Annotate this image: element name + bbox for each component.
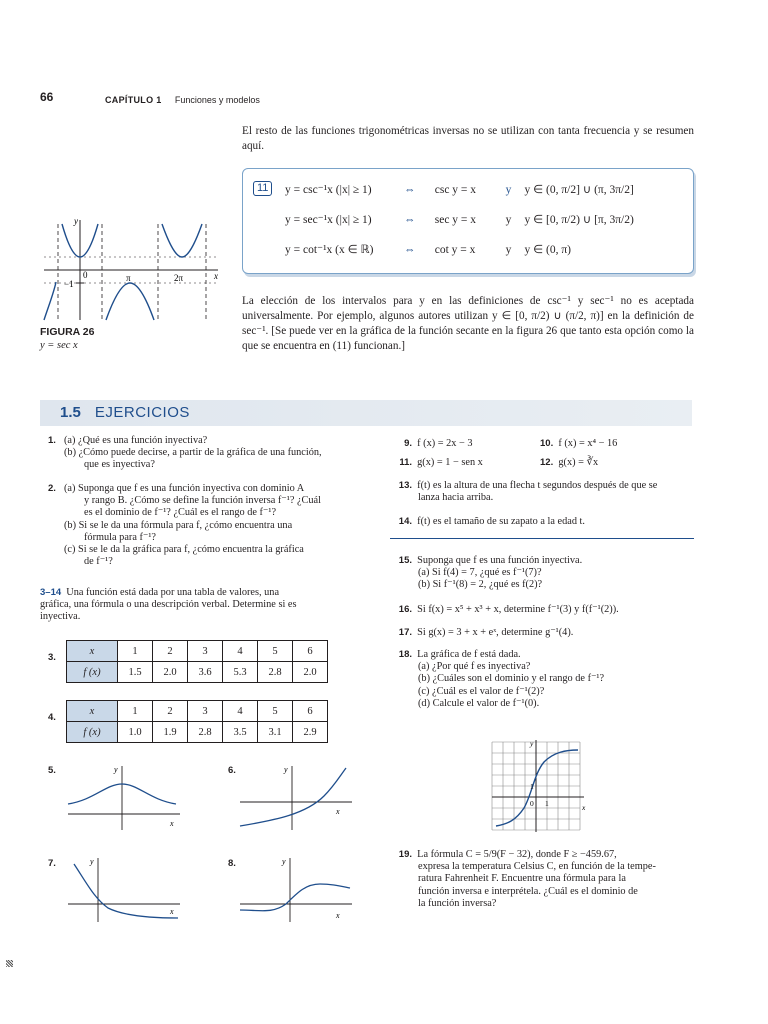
table-exercise-4	[66, 700, 328, 743]
exercise-15a: (a) Si f(4) = 7, ¿qué es f⁻¹(7)?	[418, 567, 542, 579]
cot-inverse-def: y = cot⁻¹x (x ∈ ℝ)	[285, 244, 374, 256]
table-header-fx: f (x)	[67, 722, 118, 743]
exercise-2a-cont: y rango B. ¿Cómo se define la función inversa f⁻¹? ¿Cuál	[84, 495, 321, 507]
exercise-number: 8.	[228, 858, 236, 869]
section-title: EJERCICIOS	[94, 404, 190, 421]
exercise-number: 11.	[399, 457, 412, 468]
and-word: y	[505, 214, 512, 226]
axis-x-label: x	[336, 807, 340, 816]
range-instructions-cont2: inyectiva.	[40, 611, 81, 623]
exercise-11	[390, 457, 483, 469]
table-cell: 2.8	[258, 662, 293, 683]
exercise-19-cont3: función inversa e interprétela. ¿Cuál es el dominio de	[418, 885, 638, 897]
curve-7	[74, 864, 178, 918]
axis-x-label: x	[170, 907, 174, 916]
exercise-2	[40, 483, 370, 568]
exercise-13	[390, 480, 690, 504]
exercise-number: 19.	[398, 849, 412, 860]
sec-relation: sec y = x	[434, 214, 477, 226]
exercise-1b: (b) ¿Cómo puede decirse, a partir de la gráfica de una función,	[64, 447, 322, 459]
exercise-9	[390, 438, 473, 450]
range-instructions: Una función está dada por una tabla de valores, una	[66, 587, 280, 598]
table-exercise-3	[66, 640, 328, 683]
exercise-number: 15.	[398, 555, 412, 566]
table-cell: 6	[293, 701, 328, 722]
exercise-14	[390, 516, 585, 528]
origin-label: 0	[530, 799, 534, 808]
figure-caption: y = sec x	[40, 340, 78, 351]
exercise-18c: (c) ¿Cuál es el valor de f⁻¹(2)?	[418, 685, 545, 697]
sec-range: y ∈ [0, π/2) ∪ [π, 3π/2)	[524, 214, 634, 226]
axis-y-label: y	[530, 739, 534, 748]
axis-x-label: x	[582, 803, 586, 812]
figure-26-graph	[40, 212, 230, 324]
intro-paragraph: El resto de las funciones trigonométricas inversas no se utilizan con tanta frecuencia y se resumen aquí.	[242, 125, 694, 152]
exercise-13-cont: lanza hacia arriba.	[418, 492, 494, 504]
exercise-19	[390, 849, 694, 910]
exercise-9-text: f (x) = 2x − 3	[417, 438, 473, 449]
exercise-19-cont4: la función inversa?	[418, 897, 497, 909]
csc-range: y ∈ (0, π/2] ∪ (π, 3π/2]	[524, 184, 634, 196]
cot-relation: cot y = x	[434, 244, 476, 256]
exercise-number: 16.	[398, 604, 412, 615]
table-cell: 1.5	[118, 662, 153, 683]
exercise-12	[540, 457, 598, 469]
table-cell: 5	[258, 701, 293, 722]
exercise-number: 18.	[398, 649, 412, 660]
exercise-2c: (c) Si se le da la gráfica para f, ¿cómo encuentra la gráfica	[64, 544, 304, 556]
exercise-number: 4.	[48, 712, 56, 723]
exercise-19-cont: expresa la temperatura Celsius C, en función de la tempe-	[418, 861, 656, 873]
table-cell: 1.9	[153, 722, 188, 743]
def-row-sec	[285, 212, 634, 226]
exercise-18d: (d) Calcule el valor de f⁻¹(0).	[418, 697, 540, 709]
exercise-number: 9.	[404, 438, 412, 449]
exercise-range: 3–14	[40, 587, 62, 598]
section-number: 1.5	[60, 404, 81, 421]
table-row	[67, 701, 328, 722]
table-cell: 3.6	[188, 662, 223, 683]
exercise-number: 6.	[228, 765, 236, 776]
exercise-16	[390, 604, 700, 616]
iff-symbol: ⇔	[403, 244, 416, 256]
graph-exercise-7	[64, 854, 184, 924]
axis-y-label: y	[282, 857, 286, 866]
table-cell: 3	[188, 641, 223, 662]
exercise-13-text: f(t) es la altura de una flecha t segundos después de que se	[417, 480, 658, 491]
sec-branch-2	[106, 283, 154, 320]
curve-18	[496, 750, 578, 826]
running-head	[40, 88, 53, 106]
exercise-number: 13.	[398, 480, 412, 491]
exercise-number: 2.	[48, 483, 56, 494]
axis-y-label: y	[90, 857, 94, 866]
graph-exercise-18	[486, 736, 592, 836]
exercise-12-text: g(x) = ∛x	[558, 457, 599, 468]
table-cell: 2.9	[293, 722, 328, 743]
cot-range: y ∈ (0, π)	[524, 244, 571, 256]
exercise-number: 10.	[540, 438, 554, 449]
sec-branch-0	[44, 282, 56, 320]
table-header-x: x	[67, 701, 118, 722]
exercise-18	[390, 649, 690, 710]
sec-inverse-def: y = sec⁻¹x (|x| ≥ 1)	[285, 214, 372, 226]
definitions-box	[242, 168, 694, 274]
exercise-19-cont2: ratura Fahrenheit F. Encuentre una fórmula para la	[418, 873, 626, 885]
table-cell: 2	[153, 641, 188, 662]
table-cell: 1	[118, 641, 153, 662]
table-cell: 4	[223, 641, 258, 662]
exercise-18-text: La gráfica de f está dada.	[417, 649, 521, 660]
exercise-2a: (a) Suponga que f es una función inyectiva con dominio A	[64, 483, 305, 494]
exercise-number: 12.	[540, 457, 554, 468]
table-cell: 2.8	[188, 722, 223, 743]
table-cell: 3	[188, 701, 223, 722]
table-cell: 2.0	[153, 662, 188, 683]
table-header-fx: f (x)	[67, 662, 118, 683]
chapter-title: Funciones y modelos	[174, 95, 260, 105]
exercise-2c-cont: de f⁻¹?	[84, 556, 113, 568]
section-header	[60, 404, 190, 422]
table-cell: 2	[153, 701, 188, 722]
exercise-range-3-14	[40, 587, 370, 624]
table-cell: 3.5	[223, 722, 258, 743]
fig26-pi-label: π	[126, 273, 131, 283]
exercise-number: 3.	[48, 652, 56, 663]
iff-symbol: ⇔	[403, 214, 416, 226]
def-row-csc	[285, 182, 634, 196]
chapter-number: CAPÍTULO 1	[105, 95, 162, 105]
exercise-10	[540, 438, 617, 450]
exercise-14-text: f(t) es el tamaño de su zapato a la edad t.	[417, 516, 585, 527]
iff-symbol: ⇔	[403, 184, 416, 196]
chapter-heading	[105, 90, 260, 108]
exercise-1b-cont: que es inyectiva?	[84, 459, 155, 471]
exercise-number: 17.	[398, 627, 412, 638]
y-one-label: 1	[530, 782, 534, 791]
exercise-18b: (b) ¿Cuáles son el dominio y el rango de f⁻¹?	[418, 673, 605, 685]
axis-x-label: x	[336, 911, 340, 920]
table-cell: 4	[223, 701, 258, 722]
table-row	[67, 641, 328, 662]
def-row-cot	[285, 242, 571, 256]
and-word: y	[505, 184, 512, 196]
table-cell: 5.3	[223, 662, 258, 683]
table-cell: 3.1	[258, 722, 293, 743]
axis-x-label: x	[170, 819, 174, 828]
page-marker	[6, 960, 13, 967]
curve-8	[240, 884, 350, 911]
exercise-number: 1.	[48, 435, 56, 446]
page-number: 66	[40, 90, 54, 104]
x-one-label: 1	[545, 799, 549, 808]
axis-y-label: y	[114, 765, 118, 774]
sec-branch-3	[162, 224, 202, 257]
table-row	[67, 722, 328, 743]
table-cell: 1.0	[118, 722, 153, 743]
table-cell: 6	[293, 641, 328, 662]
exercise-15	[390, 555, 690, 592]
csc-relation: csc y = x	[434, 184, 477, 196]
fig26-x-label: x	[214, 271, 218, 281]
exercise-number: 5.	[48, 765, 56, 776]
axis-y-label: y	[284, 765, 288, 774]
exercise-number: 7.	[48, 858, 56, 869]
graph-exercise-6	[236, 762, 356, 832]
exercise-2b-cont: fórmula para f⁻¹?	[84, 531, 156, 543]
table-header-x: x	[67, 641, 118, 662]
fig26-two-pi-label: 2π	[174, 273, 184, 283]
csc-inverse-def: y = csc⁻¹x (|x| ≥ 1)	[285, 184, 372, 196]
table-cell: 2.0	[293, 662, 328, 683]
fig26-minus-one-label: −1	[64, 279, 74, 289]
range-instructions-cont: gráfica, una fórmula o una descripción verbal. Determine si es	[40, 599, 297, 611]
graph-exercise-5	[64, 762, 184, 832]
exercise-1	[40, 435, 370, 472]
exercise-10-text: f (x) = x⁴ − 16	[558, 438, 618, 449]
choice-paragraph: La elección de los intervalos para y en las definiciones de csc⁻¹ y sec⁻¹ no es aceptada universalmente. Por ejemplo, algunos autores utilizan y ∈ [0, π/2) ∪ (π/2, π)] en la definición de sec⁻¹. [Se puede ver en la gráfica de la función secante en la figura 26 que tanto esta opción como la que se encuentra en (11) funcionan.]	[242, 295, 694, 352]
and-word: y	[505, 244, 512, 256]
exercise-17-text: Si g(x) = 3 + x + eˣ, determine g⁻¹(4).	[417, 627, 574, 638]
exercise-number: 14.	[398, 516, 412, 527]
box-number: 11	[253, 181, 272, 196]
exercise-15b: (b) Si f⁻¹(8) = 2, ¿qué es f(2)?	[418, 579, 543, 591]
figure-label: FIGURA 26	[40, 326, 95, 338]
exercise-15-text: Suponga que f es una función inyectiva.	[417, 555, 583, 566]
exercise-16-text: Si f(x) = x⁵ + x³ + x, determine f⁻¹(3) y f(f⁻¹(2)).	[417, 604, 619, 615]
fig26-y-label: y	[74, 216, 78, 226]
exercise-17	[390, 627, 690, 639]
exercise-19-text: La fórmula C = 5/9(F − 32), donde F ≥ −459.67,	[417, 849, 617, 860]
exercise-11-text: g(x) = 1 − sen x	[417, 457, 483, 468]
table-cell: 5	[258, 641, 293, 662]
exercise-18a: (a) ¿Por qué f es inyectiva?	[418, 661, 531, 673]
curve-6	[240, 768, 346, 826]
exercise-2b: (b) Si se le da una fórmula para f, ¿cómo encuentra una	[64, 519, 293, 531]
graph-exercise-8	[236, 854, 356, 924]
table-row	[67, 662, 328, 683]
table-cell: 1	[118, 701, 153, 722]
divider	[390, 538, 694, 539]
exercise-2a-cont2: es el dominio de f⁻¹? ¿Cuál es el rango de f⁻¹?	[84, 507, 277, 519]
fig26-zero-label: 0	[83, 270, 88, 280]
exercise-1a: (a) ¿Qué es una función inyectiva?	[64, 435, 208, 446]
